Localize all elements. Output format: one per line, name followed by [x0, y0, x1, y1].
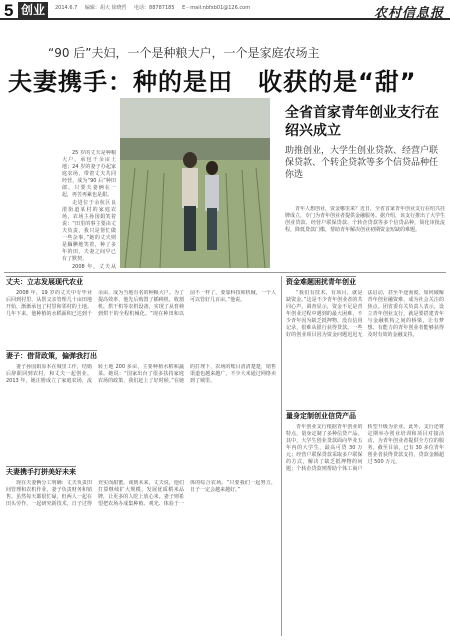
section-title-products: 量身定制创业信贷产品: [286, 412, 356, 420]
section-body-wife: [6, 364, 276, 460]
intro-paragraph: 25 岁的丈夫是种粮大户，承包千余亩土地；24 岁的妻子办起家庭农场，带着丈夫共同经营，成为“90 后”种田郎。只要夫妻俩在一起，再苦再累也是甜。: [62, 150, 116, 198]
page-number: 5: [4, 1, 14, 20]
section-body-funding: [286, 290, 444, 402]
section-paragraph: 妻子孙国娟原本在城里工作，结婚后辞职回到农村，和丈夫一起创业。2013 年，她注册成立了家庭农场，流转土地 200 多亩，主要种植水稻和蔬菜。她说：“国家出台了很多扶持家庭农场的政策，我们赶上了好时候。”在她的打理下，农场的账目清清楚楚，销售渠道也越来越广，不少大米通过网络卖到了城里。: [6, 364, 276, 384]
section-title-future: 夫妻携手打拼美好未来: [6, 468, 76, 476]
section-paragraph: 青年创业支行根据青年创业的特点，量身定制了多种信贷产品。其中，大学生创业贷款面向毕业五年内的大学生，最高可贷 30 万元；经营户联保贷款采取多户联保的方式，解决了缺乏抵押物的问题；个转企贷款则帮助个体工商户转型升级为企业。此外，支行还将定期举办创业培训和项目对接活动，为青年创业者提供全方位的服务。截至目前，已有 30 多位青年创业者获得贷款支持，贷款金额超过 500 万元。: [286, 424, 444, 472]
editor-credit: 编辑：胡大 徐晓哲: [84, 5, 127, 11]
section-title-funding: 资金难题困扰青年创业: [286, 278, 356, 286]
article-kicker: “90 后”夫妇，一个是种粮大户，一个是家庭农场主: [48, 46, 320, 60]
newspaper-name: 农村信息报: [373, 6, 444, 21]
section-label: 创业: [18, 2, 48, 18]
section-paragraph: 2008 年，19 岁的丈夫中专毕业后回到村里，从帮父亲管理几十亩田地开始，渐渐承包了村里和邻村的土地。几年下来，他种植的水稻面积已达到千余亩，成为当地有名的种粮大户。为了提高效率，他先后购置了插秧机、收割机、烘干机等农机设备，实现了从育秧到烘干的全程机械化。“现在种田和以前不一样了，要靠科技和机械，一个人可以管好几百亩。”他说。: [6, 290, 276, 317]
right-article-deck: 助推创业，大学生创业贷款、经营户联保贷款、个转企贷款等多个信贷品种任你选: [285, 146, 439, 180]
section-body-products: [286, 424, 444, 636]
section-paragraph: 现在夫妻俩分工明确：丈夫负责田间管理和农机作业，妻子负责财务和销售。虽然每天都很忙碌，但两人一起在田头劳作，一起研究新技术，日子过得充实而甜蜜。谈到未来，丈夫说，他们打算继续扩大规模，发展优质稻米品牌，让更多的人吃上放心米。妻子则希望把农场办成集种植、观光、体验于一体的综合农场。“只要我们一起努力，日子一定会越来越好。”: [6, 480, 276, 507]
section-title-husband: 丈夫：立志发展现代农业: [6, 278, 83, 286]
section-title-wife: 妻子：借背政策，偏弹我打出: [6, 352, 97, 360]
section-divider: [4, 272, 446, 273]
section-paragraph: “我们有技术、有项目，就是缺资金。”这是不少青年创业者的共同心声。调查显示，资金不足是青年创业过程中遇到的最大困难，不少青年因为缺乏抵押物、没有信用记录，很难从银行获得贷款。一些好的创业项目因为资金问题迟迟无法启动，甚至半途而废。如何破解青年创业融资难，成为社会关注的焦点。团省委有关负责人表示，设立青年创业支行，就是要搭建青年与金融机构之间的桥梁，让有梦想、有能力的青年创业者能够获得及时有效的金融支持。: [286, 290, 444, 338]
intro-paragraph: 2008 年，丈夫从: [72, 264, 116, 270]
column-divider: [281, 276, 282, 636]
article-headline: 夫妻携手：种的是田 收获的是“甜”: [8, 68, 417, 96]
masthead: [0, 0, 450, 20]
right-article-intro: [285, 206, 445, 268]
masthead-info: [55, 4, 256, 11]
right-intro-paragraph: 青年人想创业，资金哪里来？近日，全省首家青年创业支行在绍兴挂牌成立，专门为青年创业者提供金融服务。据介绍，该支行推出了大学生创业贷款、经营户联保贷款、个转企贷款等多个信贷品种，简化审批流程，降低贷款门槛，帮助青年解决创业初期资金短缺的难题。: [285, 206, 445, 233]
phone-number: 电话：88787185: [134, 5, 175, 11]
couple-in-rice-field-photo: [120, 98, 270, 268]
intro-column: [62, 150, 116, 270]
intro-paragraph: 走进位于余杭区良渚街道某村的家庭农场，农场主孙国娟笑着说：“田里的事主要由丈夫负责，我只是帮忙做一些杂事。”她的丈夫则是腼腆地笑着，种了多年的田，夫妻之间早已有了默契。: [62, 200, 116, 262]
section-body-husband: [6, 290, 276, 346]
right-article-title: 全省首家青年创业支行在绍兴成立: [285, 105, 439, 139]
right-article-header: [285, 104, 445, 181]
email-address: E－mail:nbfxb01@126.com: [182, 5, 251, 11]
issue-date: 2014.6.7: [55, 5, 78, 11]
section-body-future: [6, 480, 276, 636]
